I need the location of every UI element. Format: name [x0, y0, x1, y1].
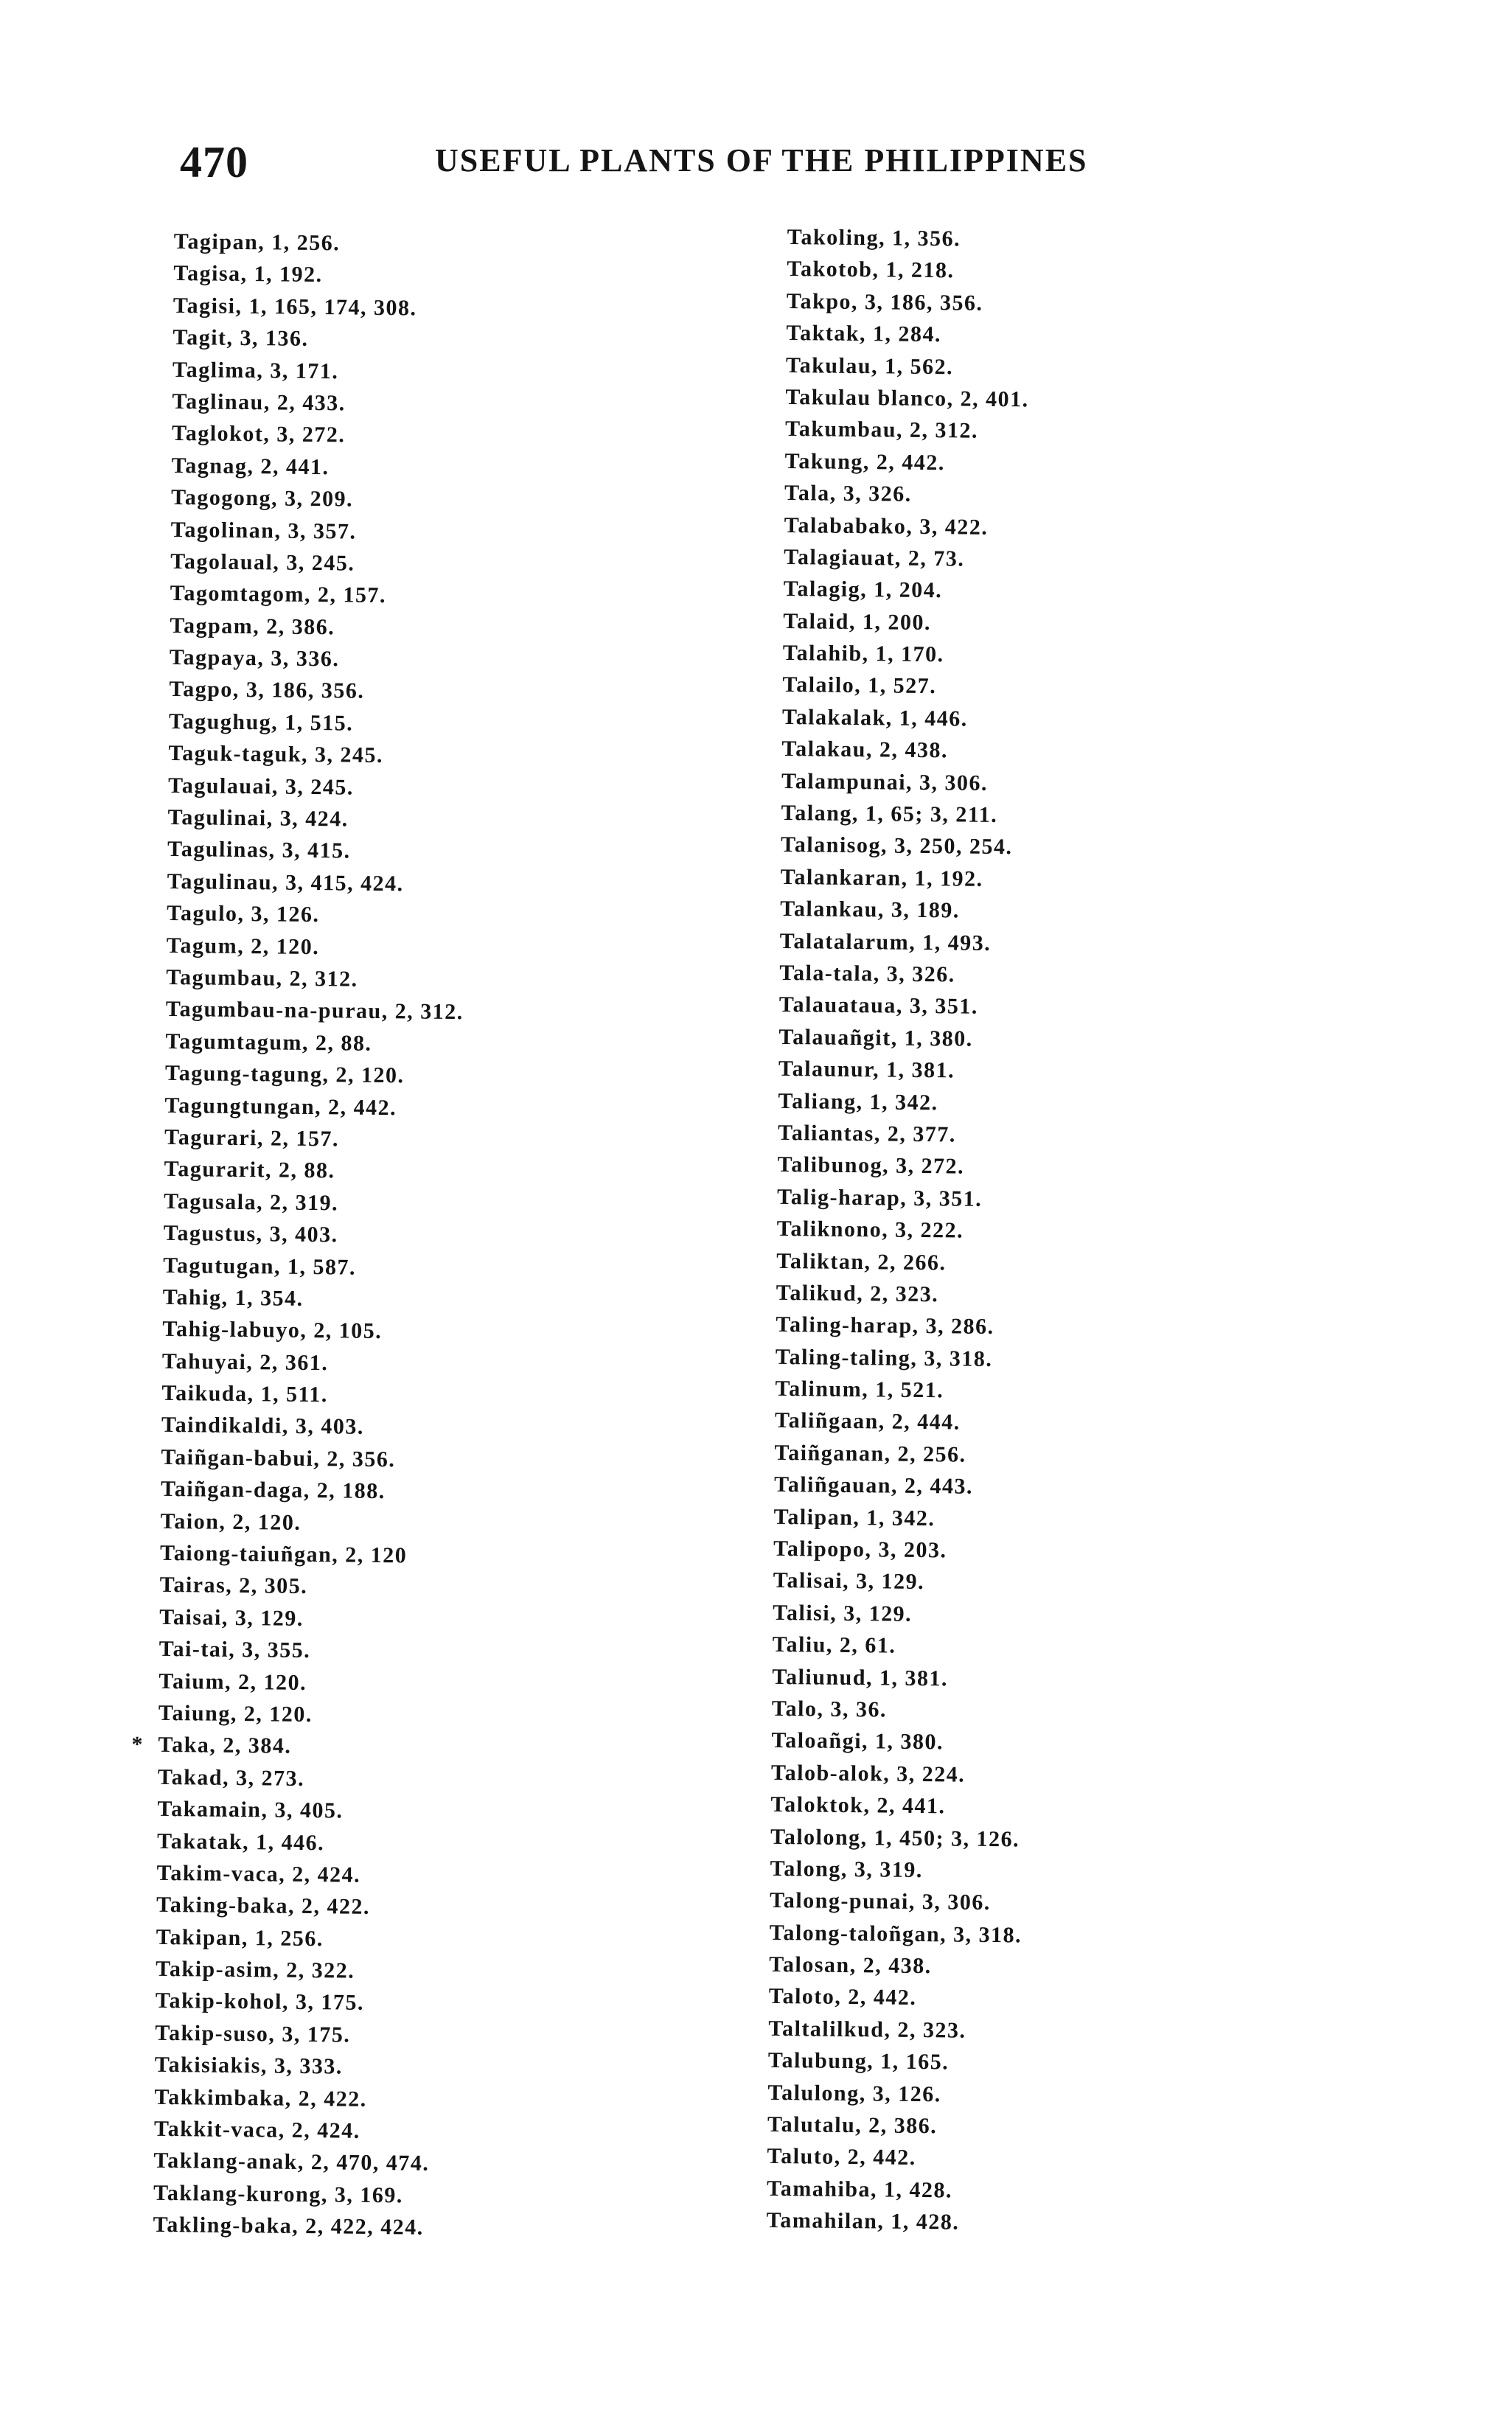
index-entry: Takpo, 3, 186, 356. [786, 288, 983, 316]
index-entry: Takumbau, 2, 312. [784, 417, 979, 444]
index-entry: Taindikaldi, 3, 403. [161, 1413, 364, 1440]
index-entry: Tagulinas, 3, 415. [167, 837, 351, 863]
index-entry: Tahig, 1, 354. [162, 1284, 304, 1311]
index-entry: Talauañgit, 1, 380. [778, 1024, 973, 1051]
index-entry: Talanisog, 3, 250, 254. [780, 832, 1013, 860]
index-entry: Taliñgaan, 2, 444. [774, 1408, 961, 1435]
index-entry: Takisiakis, 3, 333. [154, 2053, 344, 2079]
index-entry: Taling-taling, 3, 318. [775, 1344, 993, 1371]
index-entry: Talababako, 3, 422. [784, 512, 989, 540]
index-entry: Talankaran, 1, 192. [780, 864, 983, 891]
index-entry: Taisai, 3, 129. [159, 1604, 304, 1631]
index-column-left [131, 226, 631, 2246]
index-entry: Talibunog, 3, 272. [777, 1152, 965, 1179]
index-column-right [766, 221, 1274, 2241]
index-entry: Talob-alok, 3, 224. [770, 1760, 966, 1787]
index-entry: Talakau, 2, 438. [781, 737, 949, 763]
index-entry: Talauataua, 3, 351. [778, 992, 978, 1020]
index-entry: Talong, 3, 319. [770, 1856, 924, 1882]
index-entry: Taltalilkud, 2, 323. [768, 2016, 966, 2043]
index-entry: Talutalu, 2, 386. [767, 2112, 938, 2139]
index-entry: Taguk-taguk, 3, 245. [168, 741, 384, 768]
index-entry: Takad, 3, 273. [157, 1764, 305, 1791]
index-entry: Talang, 1, 65; 3, 211. [781, 800, 998, 828]
index-entry: Taiñganan, 2, 256. [774, 1440, 966, 1467]
index-entry: Takip-suso, 3, 175. [155, 2020, 351, 2047]
index-entry: Tagulinau, 3, 415, 424. [167, 869, 404, 897]
index-entry: Taking-baka, 2, 422. [156, 1893, 371, 1920]
index-entry: Tagusala, 2, 319. [163, 1188, 339, 1216]
index-entry: Tamahiba, 1, 428. [766, 2176, 953, 2203]
index-entry: Takung, 2, 442. [784, 448, 946, 475]
index-entry: Talahib, 1, 170. [782, 641, 944, 667]
index-entry: Taion, 2, 120. [160, 1508, 302, 1535]
index-entry: * Taka, 2, 384. [131, 1732, 292, 1759]
index-entry: Takoling, 1, 356. [787, 224, 961, 251]
index-entry: Taiong-taiuñgan, 2, 120 [159, 1540, 408, 1568]
index-entry: Taliktan, 2, 266. [776, 1248, 947, 1275]
index-entry: Taglima, 3, 171. [172, 357, 339, 383]
index-entry: Taklang-anak, 2, 470, 474. [153, 2148, 430, 2176]
index-entry: Taloañgi, 1, 380. [771, 1728, 944, 1755]
index-entry: Talosan, 2, 438. [769, 1952, 932, 1979]
index-entry: Takip-asim, 2, 322. [156, 1956, 355, 1983]
index-entry: Tagurari, 2, 157. [164, 1124, 340, 1152]
index-entry: Talailo, 1, 527. [782, 672, 937, 699]
index-entry: Talisai, 3, 129. [773, 1568, 925, 1595]
index-entry: Taling-harap, 3, 286. [776, 1312, 994, 1340]
index-entry: Taiñgan-babui, 2, 356. [161, 1444, 396, 1472]
index-entry: Taglinau, 2, 433. [172, 389, 346, 416]
index-entry: Takulau blanco, 2, 401. [785, 384, 1029, 412]
index-entry: Taliknono, 3, 222. [776, 1216, 964, 1243]
index-entry: Talagiauat, 2, 73. [784, 544, 965, 571]
index-entry: Talig-harap, 3, 351. [776, 1184, 983, 1211]
index-entry: Talaid, 1, 200. [783, 608, 932, 635]
index-entry: Tagit, 3, 136. [173, 325, 309, 352]
index-entry: Tagung-tagung, 2, 120. [164, 1061, 405, 1088]
index-entry: Tagomtagom, 2, 157. [170, 581, 387, 608]
index-entry: Tamahilan, 1, 428. [766, 2208, 960, 2235]
index-entry: Taloktok, 2, 441. [770, 1792, 946, 1819]
index-entry: Takling-baka, 2, 422, 424. [153, 2213, 424, 2240]
index-entry: Taklang-kurong, 3, 169. [153, 2180, 403, 2208]
running-title: USEFUL PLANTS OF THE PHILIPPINES [435, 142, 1088, 178]
index-entry: Tagpo, 3, 186, 356. [169, 677, 365, 704]
index-entry: Talankau, 3, 189. [780, 897, 961, 923]
index-entry: Tagumbau-na-purau, 2, 312. [165, 997, 464, 1025]
index-entry: Taliu, 2, 61. [772, 1632, 896, 1658]
index-entry: Talatalarum, 1, 493. [779, 928, 992, 956]
index-entry: Taktak, 1, 284. [786, 321, 942, 347]
index-entry: Tagumbau, 2, 312. [166, 964, 358, 992]
index-entry: Takotob, 1, 218. [787, 257, 955, 283]
index-entry: Takamain, 3, 405. [157, 1797, 344, 1823]
index-entry: Tagogong, 3, 209. [170, 485, 354, 512]
index-entry: Tagulauai, 3, 245. [167, 773, 355, 800]
index-entry: Takkit-vaca, 2, 424. [153, 2116, 360, 2143]
index-entry: Tahuyai, 2, 361. [161, 1348, 329, 1375]
index-entry: Taliunud, 1, 381. [772, 1664, 949, 1691]
index-entry: Takip-kohol, 3, 175. [155, 1988, 365, 2016]
index-entry: Talolong, 1, 450; 3, 126. [770, 1824, 1020, 1851]
index-entry: Tagurarit, 2, 88. [164, 1157, 335, 1183]
index-entry: Tagolinan, 3, 357. [170, 517, 357, 544]
index-entry: Tairas, 2, 305. [159, 1573, 308, 1599]
index-entry: Tagughug, 1, 515. [168, 709, 354, 736]
index-entry: Tagisa, 1, 192. [173, 261, 323, 288]
index-entry: Talampunai, 3, 306. [781, 768, 989, 796]
index-entry: Tagpam, 2, 386. [170, 613, 335, 640]
index-entry: Talong-taloñgan, 3, 318. [769, 1920, 1022, 1948]
index-entry: Tagustus, 3, 403. [163, 1221, 338, 1247]
index-entry: Talulong, 3, 126. [767, 2080, 941, 2106]
index-entry: Tai-tai, 3, 355. [158, 1637, 311, 1663]
index-entry: Taikuda, 1, 511. [161, 1380, 329, 1407]
index-entry: Talong-punai, 3, 306. [769, 1888, 991, 1915]
index-entry: Talikud, 2, 323. [776, 1280, 939, 1307]
index-entry: Tala, 3, 326. [784, 481, 912, 507]
index-entry: Tala-tala, 3, 326. [779, 960, 955, 987]
index-entry: Tagumtagum, 2, 88. [165, 1028, 372, 1056]
index-entry: Takim-vaca, 2, 424. [156, 1860, 361, 1887]
index-entry: Tagulinai, 3, 424. [167, 804, 349, 832]
index-entry: Tagungtungan, 2, 442. [164, 1093, 397, 1120]
index-entry: Taliang, 1, 342. [778, 1088, 938, 1115]
index-entry: Tagisi, 1, 165, 174, 308. [173, 293, 417, 321]
index-entry: Taiung, 2, 120. [158, 1700, 313, 1727]
index-entry: Takulau, 1, 562. [785, 352, 954, 379]
index-entry: Takkimbaka, 2, 422. [154, 2084, 367, 2112]
index-entry: Tagutugan, 1, 587. [163, 1253, 357, 1280]
index-entry: Talakalak, 1, 446. [781, 704, 968, 731]
page-number: 470 [180, 138, 248, 187]
index-entry: Tagnag, 2, 441. [171, 453, 330, 479]
index-entry: Talisi, 3, 129. [773, 1600, 913, 1626]
index-entry: Talagig, 1, 204. [783, 577, 943, 603]
index-entry: Taliantas, 2, 377. [777, 1120, 956, 1147]
index-entry: Tagulo, 3, 126. [167, 901, 320, 927]
index-entry: Taiñgan-daga, 2, 188. [160, 1477, 386, 1504]
index-entry: Talipan, 1, 342. [773, 1504, 936, 1531]
index-entry: Taglokot, 3, 272. [171, 421, 346, 448]
index-entry: Tagolaual, 3, 245. [170, 549, 355, 576]
index-entry: Talinum, 1, 521. [775, 1376, 944, 1403]
index-entry: Tagpaya, 3, 336. [169, 645, 340, 672]
index-entry: Takatak, 1, 446. [156, 1828, 325, 1855]
index-entry: Taium, 2, 120. [158, 1668, 307, 1695]
index-entry: Talo, 3, 36. [771, 1696, 888, 1722]
index-entry: Talipopo, 3, 203. [773, 1536, 947, 1563]
index-entry: Tahig-labuyo, 2, 105. [162, 1317, 383, 1344]
index-entry: Taloto, 2, 442. [768, 1984, 917, 2011]
index-entry: Taliñgauan, 2, 443. [773, 1472, 974, 1499]
index-entry: Talaunur, 1, 381. [778, 1057, 955, 1083]
index-entry: Talubung, 1, 165. [767, 2048, 950, 2075]
index-entry: Tagum, 2, 120. [166, 933, 320, 959]
index-entry: Takipan, 1, 256. [156, 1924, 324, 1951]
index-entry: Tagipan, 1, 256. [173, 229, 341, 256]
index-entry: Taluto, 2, 442. [767, 2144, 916, 2171]
